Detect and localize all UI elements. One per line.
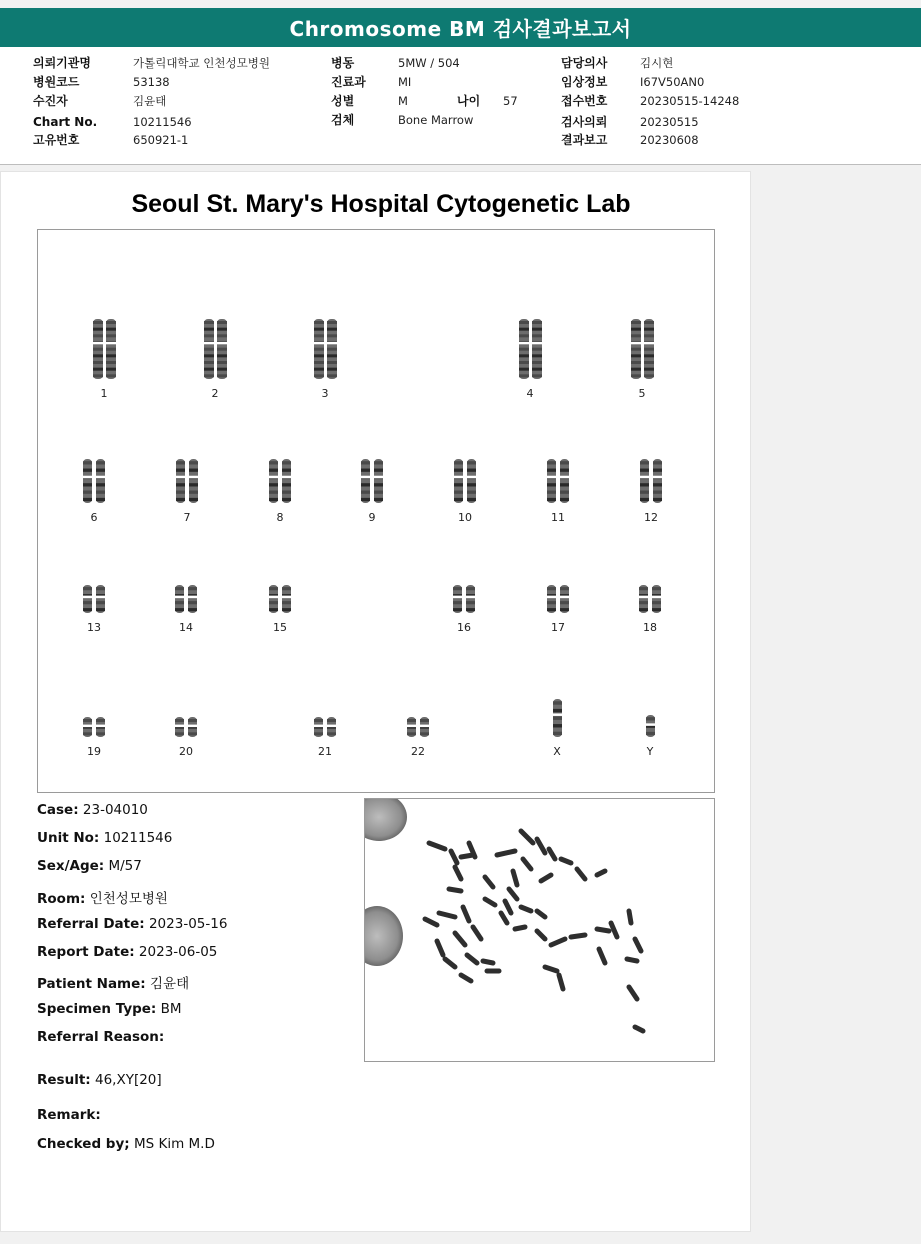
chromosome-X-icon (540, 697, 574, 739)
metaphase-chromosome (571, 935, 585, 937)
case-value: 23-04010 (82, 802, 148, 818)
metaphase-chromosome (521, 831, 533, 843)
metaphase-chromosome (541, 875, 551, 881)
specimen-label: 검체 (331, 113, 355, 127)
patient-label: 수진자 (33, 94, 68, 108)
chromosome-label-17: 17 (551, 621, 565, 634)
chromosome-label-16: 16 (457, 621, 471, 634)
metaphase-chromosome (611, 923, 617, 937)
cytogenetic-report (0, 171, 751, 1232)
chromosome-4-icon (513, 317, 547, 381)
metaphase-chromosome (551, 939, 565, 945)
metaphase-chromosome (515, 927, 525, 929)
chromosome-9-icon (355, 457, 389, 505)
metaphase-chromosome (437, 941, 443, 955)
chromosome-18-icon (633, 583, 667, 615)
chromosome-label-13: 13 (87, 621, 101, 634)
metaphase-chromosome (599, 949, 605, 963)
unique-no-label: 고유번호 (33, 133, 80, 147)
hospital-code-label: 병원코드 (33, 75, 80, 89)
dept-label: 진료과 (331, 75, 366, 89)
metaphase-chromosome (425, 919, 437, 925)
report-date-field (37, 944, 217, 960)
metaphase-chromosome (577, 869, 585, 879)
result-date-value: 20230608 (640, 133, 699, 147)
metaphase-chromosome (461, 855, 473, 857)
chromosome-6-icon (77, 457, 111, 505)
metaphase-chromosome (483, 961, 493, 963)
metaphase-chromosome (635, 939, 641, 951)
specimen-value: Bone Marrow (398, 113, 474, 127)
chromosome-label-6: 6 (90, 511, 98, 524)
chromosome-label-9: 9 (368, 511, 376, 524)
chromosome-label-2: 2 (211, 387, 219, 400)
chromosome-19-icon (77, 715, 111, 739)
metaphase-chromosome (537, 911, 545, 917)
metaphase-chromosome (429, 843, 445, 849)
report-title: Chromosome BM 검사결과보고서 (289, 17, 632, 41)
chromosome-label-1: 1 (100, 387, 108, 400)
chromosome-15-icon (263, 583, 297, 615)
metaphase-chromosome (537, 839, 545, 853)
chromosome-label-Y: Y (646, 745, 654, 758)
metaphase-chromosome (463, 907, 469, 921)
chromosome-label-20: 20 (179, 745, 193, 758)
remark-field (37, 1107, 101, 1123)
metaphase-chromosome (627, 959, 637, 961)
lab-title: Seoul St. Mary's Hospital Cytogenetic Lab (131, 190, 631, 218)
chromosome-label-22: 22 (411, 745, 425, 758)
chromosome-22-icon (401, 715, 435, 739)
chromosome-16-icon (447, 583, 481, 615)
metaphase-chromosome (561, 859, 571, 863)
ward-value: 5MW / 504 (398, 56, 460, 70)
unit-value: 10211546 (103, 830, 173, 846)
result-field (37, 1072, 162, 1088)
metaphase-chromosome (509, 889, 517, 899)
chromosome-label-3: 3 (321, 387, 329, 400)
chromosome-17-icon (541, 583, 575, 615)
sex-age-value: M/57 (108, 858, 142, 874)
chart-no-value: 10211546 (133, 115, 192, 129)
patient-name-label: Patient Name: (37, 976, 146, 992)
metaphase-chromosome (461, 975, 471, 981)
metaphase-chromosome (485, 877, 493, 887)
metaphase-chromosome (449, 889, 461, 891)
chromosome-2-icon (198, 317, 232, 381)
metaphase-chromosome (455, 933, 465, 945)
patient-name-field (37, 972, 189, 992)
chromosome-label-5: 5 (638, 387, 646, 400)
metaphase-chromosome (473, 927, 481, 939)
receipt-no-value: 20230515-14248 (640, 94, 740, 108)
patient-name-value: 김윤태 (149, 976, 190, 992)
chromosome-11-icon (541, 457, 575, 505)
chromosome-label-15: 15 (273, 621, 287, 634)
receipt-no-label: 접수번호 (561, 94, 608, 108)
metaphase-chromosome (559, 975, 563, 989)
chromosome-label-7: 7 (183, 511, 191, 524)
karyotype-panel (37, 229, 715, 793)
unit-label: Unit No: (37, 830, 100, 846)
chromosome-20-icon (169, 715, 203, 739)
report-title-banner (0, 8, 921, 47)
chromosome-Y-icon (633, 713, 667, 739)
chart-no-label: Chart No. (33, 115, 98, 129)
specimen-type-field (37, 1001, 182, 1017)
chromosome-label-19: 19 (87, 745, 101, 758)
room-label: Room: (37, 891, 86, 907)
metaphase-chromosome (439, 913, 455, 917)
metaphase-chromosome (597, 871, 605, 875)
metaphase-chromosome (549, 849, 555, 859)
result-label: Result: (37, 1072, 91, 1088)
metaphase-chromosome (455, 867, 461, 879)
referral-date-value: 2023-05-16 (148, 916, 228, 932)
request-date-label: 검사의뢰 (561, 115, 608, 129)
dept-value: MI (398, 75, 412, 89)
metaphase-chromosome (451, 851, 457, 863)
institution-label: 의뢰기관명 (33, 56, 91, 70)
specimen-type-value: BM (160, 1001, 182, 1017)
hospital-code-value: 53138 (133, 75, 170, 89)
specimen-type-label: Specimen Type: (37, 1001, 157, 1017)
chromosome-label-X: X (553, 745, 561, 758)
institution-value: 가톨릭대학교 인천성모병원 (133, 56, 270, 70)
result-value: 46,XY[20] (94, 1072, 162, 1088)
metaphase-image (364, 798, 715, 1062)
case-label: Case: (37, 802, 79, 818)
age-value: 57 (503, 94, 518, 108)
chromosome-7-icon (170, 457, 204, 505)
chromosome-label-11: 11 (551, 511, 565, 524)
chromosome-label-12: 12 (644, 511, 658, 524)
sex-age-label: Sex/Age: (37, 858, 105, 874)
ward-label: 병동 (331, 56, 355, 70)
unique-no-value: 650921-1 (133, 133, 189, 147)
metaphase-chromosome (467, 955, 477, 963)
metaphase-chromosome (523, 859, 531, 869)
metaphase-chromosome (505, 901, 511, 913)
result-date-label: 결과보고 (561, 133, 608, 147)
chromosome-label-21: 21 (318, 745, 332, 758)
chromosome-12-icon (634, 457, 668, 505)
checked-by-value: MS Kim M.D (133, 1136, 215, 1152)
doctor-value: 김시현 (640, 56, 674, 70)
unit-field (37, 830, 172, 846)
metaphase-chromosome (445, 959, 455, 967)
chromosome-label-10: 10 (458, 511, 472, 524)
metaphase-chromosome (629, 911, 631, 923)
age-label: 나이 (457, 94, 481, 108)
chromosome-label-18: 18 (643, 621, 657, 634)
checked-by-field (37, 1136, 215, 1152)
doctor-label: 담당의사 (561, 56, 608, 70)
metaphase-chromosome (629, 987, 637, 999)
chromosome-label-8: 8 (276, 511, 284, 524)
chromosome-3-icon (308, 317, 342, 381)
chromosome-1-icon (87, 317, 121, 381)
request-date-value: 20230515 (640, 115, 699, 129)
metaphase-chromosome (537, 931, 545, 939)
metaphase-spread-icon (365, 799, 714, 1061)
sex-label: 성별 (331, 94, 355, 108)
metaphase-chromosome (513, 871, 517, 885)
chromosome-14-icon (169, 583, 203, 615)
referral-date-label: Referral Date: (37, 916, 145, 932)
patient-info-header (0, 47, 921, 165)
room-field (37, 887, 168, 907)
remark-label: Remark: (37, 1107, 101, 1123)
clinical-info-value: I67V50AN0 (640, 75, 705, 89)
report-date-label: Report Date: (37, 944, 135, 960)
sex-value: M (398, 94, 408, 108)
metaphase-chromosome (485, 899, 495, 905)
referral-reason-label: Referral Reason: (37, 1029, 165, 1045)
sex-age-field (37, 858, 142, 874)
report-date-value: 2023-06-05 (138, 944, 218, 960)
patient-value: 김윤태 (133, 94, 167, 108)
clinical-info-label: 임상정보 (561, 75, 608, 89)
checked-by-label: Checked by; (37, 1136, 130, 1152)
chromosome-13-icon (77, 583, 111, 615)
metaphase-chromosome (597, 929, 609, 931)
chromosome-5-icon (625, 317, 659, 381)
chromosome-label-4: 4 (526, 387, 534, 400)
metaphase-chromosome (501, 913, 507, 923)
chromosome-21-icon (308, 715, 342, 739)
chromosome-label-14: 14 (179, 621, 193, 634)
chromosome-8-icon (263, 457, 297, 505)
chromosome-10-icon (448, 457, 482, 505)
room-value: 인천성모병원 (89, 891, 168, 907)
referral-reason-field (37, 1029, 164, 1045)
referral-date-field (37, 916, 227, 932)
metaphase-chromosome (521, 907, 531, 911)
metaphase-chromosome (497, 851, 515, 855)
metaphase-chromosome (635, 1027, 643, 1031)
metaphase-chromosome (545, 967, 557, 971)
case-field (37, 802, 148, 818)
